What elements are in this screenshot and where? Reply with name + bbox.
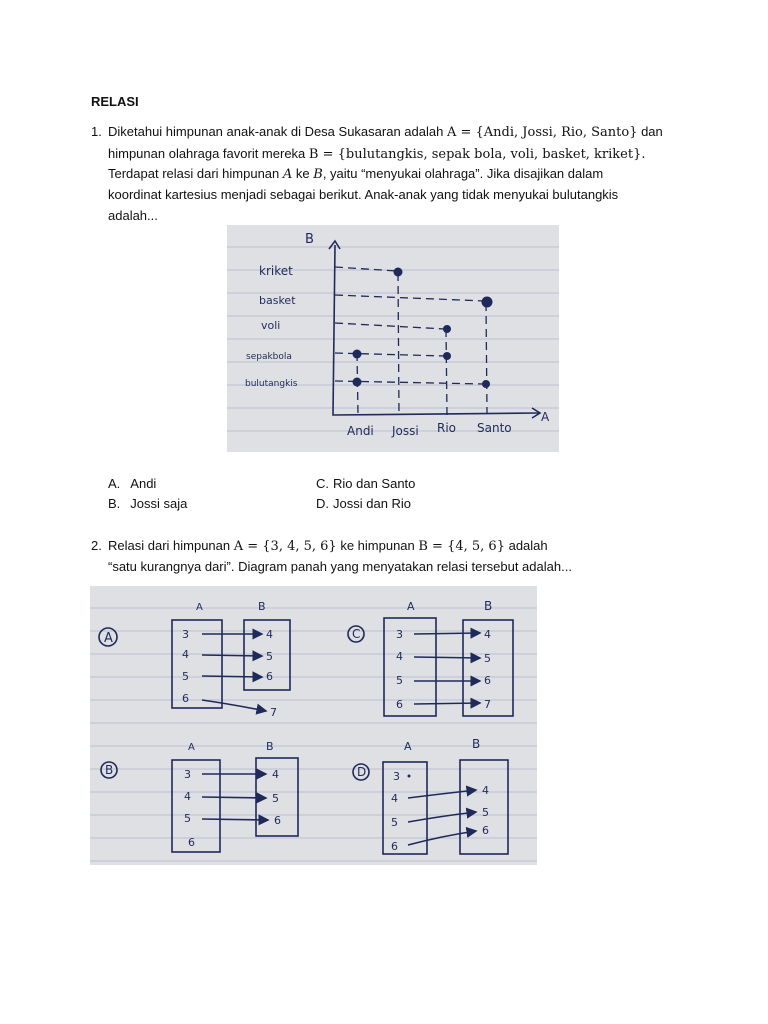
svg-text:5: 5 [272, 792, 279, 805]
svg-text:6: 6 [188, 836, 195, 849]
q2-set-b: B = {4, 5, 6} [418, 539, 505, 554]
svg-text:6: 6 [482, 824, 489, 837]
page-title: RELASI [91, 94, 139, 109]
svg-text:5: 5 [484, 652, 491, 665]
guide-santo [486, 303, 487, 413]
sport-label-basket: basket [259, 294, 296, 307]
diagram-b [101, 740, 298, 852]
q2-set-a: A = {3, 4, 5, 6} [233, 539, 337, 554]
y-axis-label: B [305, 232, 314, 247]
q1-line-1: Diketahui himpunan anak-anak di Desa Sukasaran adalah A = {Andi, Jossi, Rio, Santo} dan [108, 124, 663, 140]
guide-sepakbola [335, 353, 445, 356]
svg-text:3: 3 [182, 628, 189, 641]
svg-text:6: 6 [396, 698, 403, 711]
diagram-c-set-a [384, 618, 436, 716]
q1-option-d[interactable]: D. Jossi dan Rio [316, 496, 412, 511]
q1-line-3: Terdapat relasi dari himpunan A ke B, yaitu “menyukai olahraga”. Jika disajikan dalam [108, 166, 604, 182]
diagram-c-label: C [352, 627, 361, 641]
q1-line-4: koordinat kartesius menjadi sebagai berikut. Anak-anak yang tidak menyukai bulutangkis [108, 187, 619, 202]
svg-text:5: 5 [266, 650, 273, 663]
svg-text:4: 4 [184, 790, 191, 803]
cartesian-graph [227, 225, 559, 452]
diagram-d-label: D [357, 765, 367, 779]
diagram-c [348, 599, 513, 716]
svg-text:4: 4 [266, 628, 273, 641]
svg-text:6: 6 [266, 670, 273, 683]
q1-number: 1. [91, 124, 102, 139]
svg-text:6: 6 [484, 674, 491, 687]
svg-text:6: 6 [391, 840, 398, 853]
point-jossi-kriket [394, 268, 403, 277]
q2-line-1: Relasi dari himpunan A = {3, 4, 5, 6} ke himpunan B = {4, 5, 6} adalah [108, 538, 548, 554]
diagram-b-head-b: B [266, 740, 274, 753]
q1-option-b[interactable]: B. Jossi saja [108, 496, 188, 511]
svg-text:3: 3 [396, 628, 403, 641]
guide-basket [335, 295, 485, 301]
guide-kriket [335, 267, 397, 271]
svg-text:3: 3 [393, 770, 400, 783]
diagram-d-head-b: B [472, 737, 481, 751]
q1-option-c[interactable]: C. Rio dan Santo [316, 476, 416, 491]
set-a-definition: A = {Andi, Jossi, Rio, Santo} [446, 125, 638, 140]
child-label-jossi: Jossi [392, 424, 419, 438]
q2-line-2: “satu kurangnya dari”. Diagram panah yang menyatakan relasi tersebut adalah... [108, 559, 572, 574]
svg-text:7: 7 [270, 706, 277, 719]
svg-text:5: 5 [396, 674, 403, 687]
guide-rio [446, 329, 447, 415]
diagram-c-head-a: A [407, 600, 415, 613]
svg-text:3: 3 [184, 768, 191, 781]
diagram-b-label: B [105, 763, 114, 777]
graph-axes [333, 245, 539, 415]
q1-line-5: adalah... [108, 208, 158, 223]
diagram-a [99, 600, 290, 719]
q1-line-2: himpunan olahraga favorit mereka B = {bulutangkis, sepak bola, voli, basket, kriket}. [108, 146, 646, 162]
diagram-a-head-a: A [196, 602, 203, 613]
svg-text:5: 5 [184, 812, 191, 825]
set-b-definition: B = {bulutangkis, sepak bola, voli, basket, kriket}. [308, 147, 646, 162]
svg-text:6: 6 [182, 692, 189, 705]
sport-label-sepakbola: sepakbola [246, 352, 292, 362]
child-label-andi: Andi [347, 424, 374, 438]
svg-text:5: 5 [182, 670, 189, 683]
q2-number: 2. [91, 538, 102, 553]
diagram-a-head-b: B [258, 600, 266, 613]
sport-label-bulutangkis: bulutangkis [245, 379, 298, 389]
x-axis-label: A [541, 410, 550, 424]
child-label-rio: Rio [437, 421, 457, 435]
svg-text:6: 6 [274, 814, 281, 827]
svg-text:5: 5 [391, 816, 398, 829]
q1-option-a[interactable]: A. Andi [108, 476, 157, 491]
point-andi-sepakbola [353, 350, 362, 359]
guide-voli [335, 323, 445, 329]
point-santo-bulutangkis [482, 380, 490, 388]
diagram-d-set-a [383, 762, 427, 854]
child-label-santo: Santo [477, 421, 512, 435]
diagram-d [353, 737, 508, 854]
cartesian-graph-photo [227, 225, 559, 452]
svg-text:4: 4 [272, 768, 279, 781]
svg-text:4: 4 [182, 648, 189, 661]
svg-text:4: 4 [391, 792, 398, 805]
diagram-d-head-a: A [404, 740, 412, 753]
arrow-diagrams [90, 586, 537, 865]
arrow-diagrams-photo [90, 586, 537, 865]
diagram-a-label: A [104, 631, 113, 646]
svg-text:4: 4 [484, 628, 491, 641]
point-santo-basket [482, 297, 493, 308]
point-rio-voli [443, 325, 451, 333]
sport-label-kriket: kriket [259, 264, 293, 278]
svg-text:4: 4 [482, 784, 489, 797]
svg-text:4: 4 [396, 650, 403, 663]
sport-label-voli: voli [261, 319, 281, 332]
svg-text:5: 5 [482, 806, 489, 819]
guide-jossi [398, 273, 399, 415]
diagram-b-head-a: A [188, 742, 195, 753]
point-rio-sepakbola [443, 352, 451, 360]
svg-text:7: 7 [484, 698, 491, 711]
diagram-c-head-b: B [484, 599, 493, 613]
point-andi-bulutangkis [353, 378, 362, 387]
